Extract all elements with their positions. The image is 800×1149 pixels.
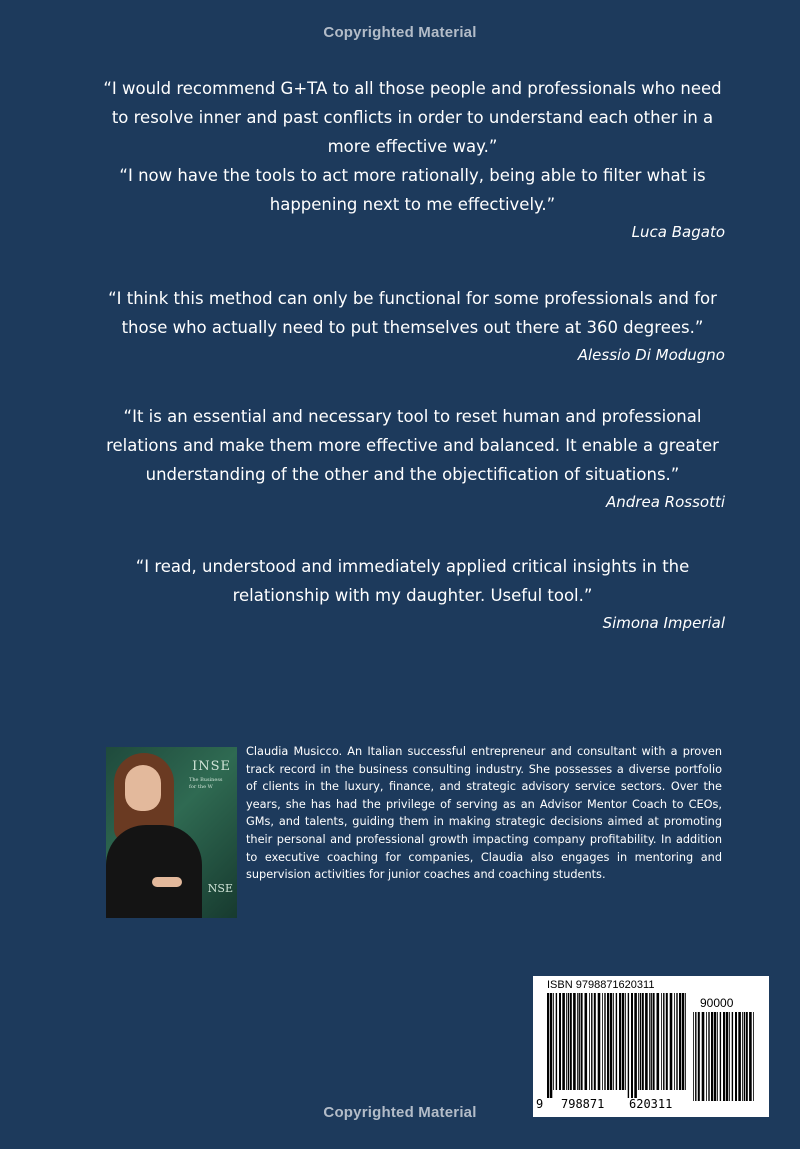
barcode-bar (581, 993, 583, 1090)
quote-line: “I would recommend G+TA to all those people and professionals who need (103, 79, 722, 98)
quote-line: “I now have the tools to act more rationally, being able to filter what is (119, 166, 706, 185)
barcode-bar (559, 993, 561, 1090)
quote-line: understanding of the other and the objectification of situations.” (145, 465, 680, 484)
barcode-bar (622, 993, 625, 1090)
barcode-bar (577, 993, 578, 1090)
barcode-digit-group2: 620311 (629, 1097, 673, 1111)
photo-hand (152, 877, 182, 887)
photo-sign-subtext: The Business for the W (189, 777, 223, 790)
barcode-bar (568, 993, 569, 1090)
barcode-bar (589, 993, 590, 1090)
barcode-bar (702, 1012, 705, 1101)
barcode-bar (746, 1012, 748, 1101)
barcode-bar (682, 993, 685, 1090)
isbn-label: ISBN 9798871620311 (547, 979, 655, 991)
quote-author: Alessio Di Modugno (577, 346, 725, 364)
barcode-digit-group1: 798871 (561, 1097, 605, 1111)
barcode-bar (610, 993, 613, 1090)
barcode-bars-addon (693, 1012, 755, 1109)
barcode-bar (693, 1012, 694, 1101)
barcode-bar (744, 1012, 745, 1101)
quote-line: to resolve inner and past conflicts in order to understand each other in a (111, 108, 714, 127)
quote-author: Andrea Rossotti (606, 493, 725, 511)
quote-line: more effective way.” (327, 137, 498, 156)
barcode-bar (562, 993, 565, 1090)
photo-sign-text: INSE (192, 759, 231, 774)
barcode-bar (729, 1012, 730, 1101)
barcode-bar (638, 993, 639, 1090)
photo-sign-bottom: NSE (207, 882, 233, 895)
barcode-bar (607, 993, 609, 1090)
barcode-bar (706, 1012, 707, 1101)
quote-line: “I think this method can only be functional for some professionals and for (108, 289, 717, 308)
barcode-bar (674, 993, 675, 1090)
quote-line: happening next to me effectively.” (269, 195, 556, 214)
barcode-bar (670, 993, 673, 1090)
barcode-bar (642, 993, 644, 1090)
quote-author: Simona Imperial (602, 614, 725, 632)
barcode-bar (735, 1012, 737, 1101)
barcode-bar (695, 1012, 696, 1101)
quote-line: relations and make them more effective and balanced. It enable a greater (106, 436, 719, 455)
barcode-bar (645, 993, 648, 1090)
barcode-bar (594, 993, 596, 1090)
quote-line: “It is an essential and necessary tool to reset human and professional (123, 407, 702, 426)
barcode-bar (553, 993, 554, 1090)
barcode-bar (579, 993, 580, 1090)
watermark-top: Copyrighted Material (323, 24, 477, 41)
barcode-bar (556, 993, 557, 1090)
barcode-bar (653, 993, 655, 1090)
barcode-bar (732, 1012, 733, 1101)
barcode-bar (591, 993, 592, 1090)
barcode-bar (604, 993, 605, 1090)
barcode-bar (651, 993, 652, 1090)
barcode-bar (717, 1012, 718, 1101)
quote-line: those who actually need to put themselves out there at 360 degrees.” (121, 318, 704, 337)
barcode-bar (570, 993, 572, 1090)
barcode-bars-main (547, 993, 687, 1098)
barcode-bar (631, 993, 633, 1098)
barcode-bar (679, 993, 681, 1090)
barcode-bar (663, 993, 664, 1090)
barcode-bar (550, 993, 553, 1098)
barcode-bar (657, 993, 660, 1090)
barcode-bar (628, 993, 629, 1098)
testimonial-3 (100, 402, 725, 515)
barcode-bar (585, 993, 588, 1090)
barcode-bar (573, 993, 576, 1090)
author-bio: Claudia Musicco. An Italian successful entrepreneur and consultant with a proven track record in the business consulting industry. She possesses a diverse portfolio of clients in the luxury, finance, and strategic advisory service sectors. Over the years, she has had the privilege of serving as an Advisor Mentor Coach to CEOs, GMs, and talents, guiding them in making strategic decisions aimed at promoting their personal and professional growth impacting company profitability. In addition to executive coaching for companies, Claudia also engages in mentoring and supervision activities for junior coaches and coaching students. (246, 745, 722, 882)
barcode-bar (723, 1012, 725, 1101)
author-photo (106, 747, 237, 918)
barcode-price-code: 90000 (700, 996, 734, 1010)
barcode-digit-first: 9 (536, 1097, 544, 1111)
barcode-bar (598, 993, 601, 1090)
barcode-bar (720, 1012, 721, 1101)
barcode-bar (661, 993, 662, 1090)
testimonial-2 (100, 284, 725, 368)
watermark-bottom: Copyrighted Material (323, 1104, 477, 1121)
barcode-bar (753, 1012, 754, 1101)
barcode-bar (666, 993, 668, 1090)
barcode-bar (634, 993, 637, 1098)
barcode-bar (649, 993, 650, 1090)
quote-author: Luca Bagato (631, 223, 725, 241)
quote-line: “I read, understood and immediately applied critical insights in the (135, 557, 690, 576)
testimonial-1 (100, 74, 725, 245)
barcode-bar (738, 1012, 741, 1101)
isbn-barcode (533, 976, 769, 1117)
barcode-bar (714, 1012, 717, 1101)
barcode-bar (640, 993, 641, 1090)
barcode-bar (749, 1012, 752, 1101)
barcode-bar (616, 993, 617, 1090)
barcode-bar (742, 1012, 743, 1101)
barcode-bar (708, 1012, 709, 1101)
barcode-bar (676, 993, 677, 1090)
barcode-bar (726, 1012, 729, 1101)
barcode-bar (602, 993, 603, 1090)
barcode-bar (711, 1012, 713, 1101)
barcode-bar (698, 1012, 700, 1101)
barcode-bar (547, 993, 549, 1098)
barcode-bar (625, 993, 626, 1090)
quote-line: relationship with my daughter. Useful tool.” (232, 586, 593, 605)
photo-body (106, 825, 202, 918)
photo-face (125, 765, 161, 811)
barcode-bar (566, 993, 567, 1090)
testimonial-4 (100, 552, 725, 636)
barcode-bar (685, 993, 686, 1090)
barcode-bar (619, 993, 621, 1090)
barcode-bar (613, 993, 614, 1090)
